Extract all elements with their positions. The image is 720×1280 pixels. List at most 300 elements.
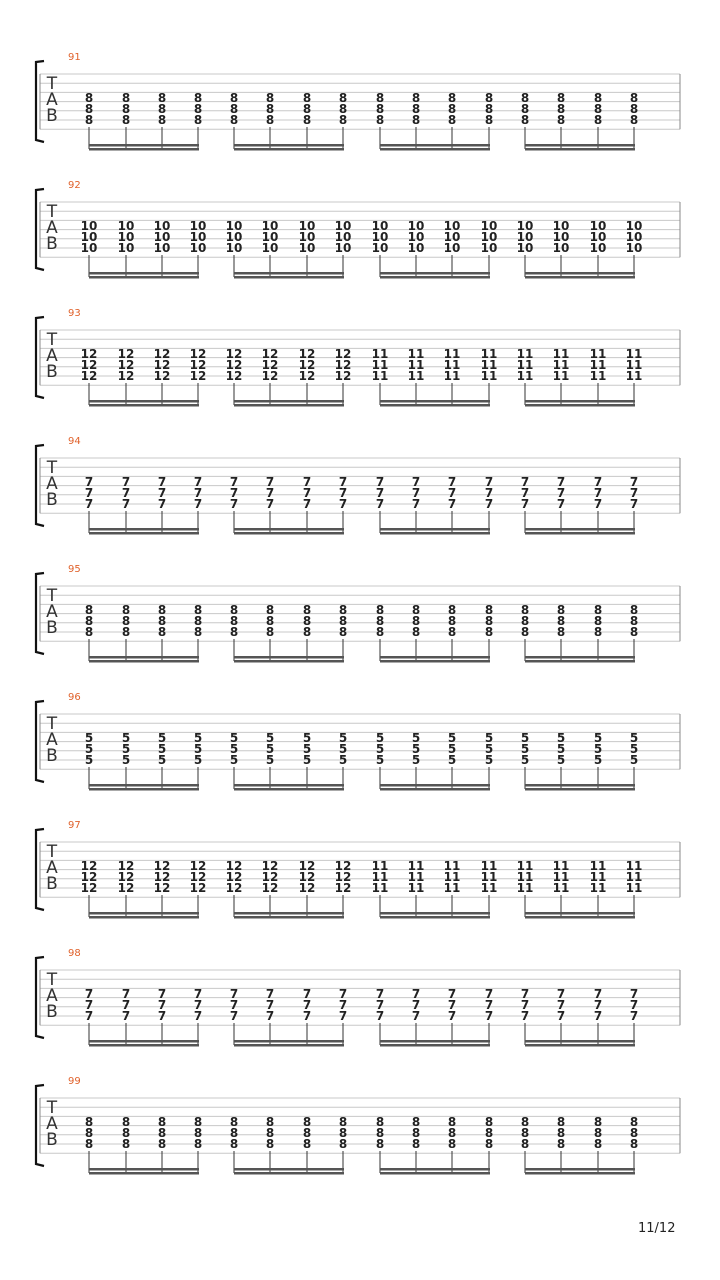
fret-number: 7 [338, 486, 348, 500]
fret-number: 8 [375, 603, 385, 617]
fret-number: 5 [84, 742, 94, 756]
fret-number: 8 [121, 625, 131, 639]
fret-number: 8 [229, 91, 239, 105]
fret-number: 10 [298, 241, 316, 255]
fret-number: 8 [338, 603, 348, 617]
fret-number: 5 [556, 742, 566, 756]
fret-number: 11 [589, 369, 607, 383]
fret-number: 10 [261, 230, 279, 244]
fret-number: 12 [80, 859, 98, 873]
beam [380, 784, 490, 787]
fret-number: 7 [447, 497, 457, 511]
beam [525, 1040, 635, 1043]
fret-number: 5 [556, 731, 566, 745]
fret-number: 7 [629, 486, 639, 500]
fret-number: 12 [80, 870, 98, 884]
fret-number: 12 [225, 358, 243, 372]
beam [234, 1040, 344, 1043]
fret-number: 7 [338, 987, 348, 1001]
tab-system [0, 564, 720, 664]
fret-number: 12 [117, 369, 135, 383]
fret-number: 8 [375, 102, 385, 116]
beam [380, 1172, 490, 1175]
fret-number: 7 [484, 998, 494, 1012]
fret-number: 10 [117, 230, 135, 244]
fret-number: 7 [265, 497, 275, 511]
fret-number: 8 [375, 1126, 385, 1140]
fret-number: 8 [302, 1115, 312, 1129]
fret-number: 7 [411, 987, 421, 1001]
fret-number: 5 [484, 753, 494, 767]
fret-number: 11 [407, 881, 425, 895]
fret-number: 5 [265, 742, 275, 756]
fret-number: 12 [261, 859, 279, 873]
fret-number: 7 [157, 998, 167, 1012]
fret-number: 7 [556, 1009, 566, 1023]
tab-clef-letter: T [46, 842, 58, 862]
fret-number: 8 [520, 1126, 530, 1140]
fret-number: 8 [157, 113, 167, 127]
beam [380, 404, 490, 407]
fret-number: 8 [375, 1137, 385, 1151]
fret-number: 12 [153, 881, 171, 895]
fret-number: 5 [375, 731, 385, 745]
fret-number: 12 [334, 369, 352, 383]
fret-number: 7 [593, 998, 603, 1012]
beam [380, 1044, 490, 1047]
fret-number: 10 [625, 241, 643, 255]
tab-staff [0, 820, 720, 920]
fret-number: 12 [80, 369, 98, 383]
fret-number: 8 [193, 625, 203, 639]
fret-number: 8 [520, 1115, 530, 1129]
fret-number: 8 [229, 1126, 239, 1140]
fret-number: 12 [189, 881, 207, 895]
beam [89, 788, 199, 791]
fret-number: 7 [338, 1009, 348, 1023]
fret-number: 8 [593, 113, 603, 127]
fret-number: 8 [411, 1126, 421, 1140]
fret-number: 12 [153, 859, 171, 873]
measure-number: 91 [68, 52, 81, 63]
fret-number: 8 [629, 102, 639, 116]
fret-number: 7 [265, 486, 275, 500]
fret-number: 11 [443, 870, 461, 884]
fret-number: 10 [516, 230, 534, 244]
fret-number: 12 [298, 358, 316, 372]
fret-number: 8 [375, 113, 385, 127]
fret-number: 12 [225, 347, 243, 361]
fret-number: 7 [556, 475, 566, 489]
fret-number: 8 [447, 113, 457, 127]
tab-system [0, 692, 720, 792]
beam [525, 528, 635, 531]
fret-number: 7 [375, 475, 385, 489]
beam [525, 916, 635, 919]
fret-number: 7 [193, 486, 203, 500]
beam [525, 144, 635, 147]
fret-number: 7 [411, 1009, 421, 1023]
beam [380, 276, 490, 279]
fret-number: 12 [153, 347, 171, 361]
fret-number: 12 [261, 369, 279, 383]
tab-clef-letter: B [46, 618, 58, 638]
fret-number: 7 [302, 475, 312, 489]
fret-number: 7 [447, 987, 457, 1001]
fret-number: 7 [121, 497, 131, 511]
fret-number: 7 [193, 497, 203, 511]
fret-number: 8 [411, 603, 421, 617]
fret-number: 11 [480, 369, 498, 383]
fret-number: 10 [298, 230, 316, 244]
tab-clef-letter: A [46, 730, 58, 750]
fret-number: 8 [338, 614, 348, 628]
fret-number: 11 [407, 347, 425, 361]
fret-number: 11 [480, 347, 498, 361]
fret-number: 8 [229, 625, 239, 639]
fret-number: 11 [443, 859, 461, 873]
fret-number: 5 [229, 742, 239, 756]
tab-clef-letter: T [46, 202, 58, 222]
fret-number: 8 [629, 1126, 639, 1140]
fret-number: 8 [593, 102, 603, 116]
fret-number: 8 [593, 91, 603, 105]
fret-number: 8 [484, 603, 494, 617]
fret-number: 5 [484, 742, 494, 756]
tab-clef-letter: A [46, 218, 58, 238]
tab-clef-letter: A [46, 1114, 58, 1134]
fret-number: 8 [121, 1137, 131, 1151]
fret-number: 8 [157, 91, 167, 105]
beam [89, 276, 199, 279]
tab-staff [0, 180, 720, 280]
tab-clef-letter: T [46, 714, 58, 734]
fret-number: 8 [121, 614, 131, 628]
fret-number: 10 [334, 230, 352, 244]
fret-number: 7 [593, 475, 603, 489]
beam [525, 1172, 635, 1175]
fret-number: 8 [520, 102, 530, 116]
fret-number: 8 [520, 113, 530, 127]
fret-number: 7 [302, 998, 312, 1012]
fret-number: 8 [229, 113, 239, 127]
fret-number: 7 [375, 1009, 385, 1023]
beam [234, 148, 344, 151]
fret-number: 7 [121, 987, 131, 1001]
tab-clef-letter: B [46, 362, 58, 382]
fret-number: 8 [229, 102, 239, 116]
fret-number: 11 [407, 870, 425, 884]
fret-number: 8 [411, 113, 421, 127]
fret-number: 8 [265, 1126, 275, 1140]
fret-number: 8 [302, 102, 312, 116]
fret-number: 5 [411, 753, 421, 767]
fret-number: 7 [411, 475, 421, 489]
fret-number: 5 [556, 753, 566, 767]
fret-number: 7 [484, 987, 494, 1001]
fret-number: 12 [117, 870, 135, 884]
fret-number: 12 [334, 347, 352, 361]
tab-clef-letter: B [46, 234, 58, 254]
tab-staff [0, 564, 720, 664]
tab-staff [0, 52, 720, 152]
fret-number: 10 [153, 219, 171, 233]
fret-number: 8 [411, 614, 421, 628]
fret-number: 10 [261, 219, 279, 233]
fret-number: 8 [484, 1126, 494, 1140]
fret-number: 5 [375, 742, 385, 756]
fret-number: 11 [552, 358, 570, 372]
beam [525, 400, 635, 403]
fret-number: 12 [298, 859, 316, 873]
fret-number: 10 [443, 230, 461, 244]
fret-number: 11 [407, 358, 425, 372]
fret-number: 11 [625, 859, 643, 873]
fret-number: 10 [225, 219, 243, 233]
fret-number: 5 [121, 731, 131, 745]
fret-number: 8 [157, 1137, 167, 1151]
fret-number: 7 [193, 1009, 203, 1023]
fret-number: 8 [593, 1126, 603, 1140]
fret-number: 7 [375, 998, 385, 1012]
page-number: 11/12 [638, 1221, 676, 1236]
fret-number: 5 [447, 731, 457, 745]
beam [234, 784, 344, 787]
fret-number: 8 [375, 625, 385, 639]
fret-number: 8 [338, 113, 348, 127]
fret-number: 11 [552, 859, 570, 873]
fret-number: 10 [480, 241, 498, 255]
fret-number: 11 [443, 358, 461, 372]
fret-number: 8 [556, 102, 566, 116]
fret-number: 7 [484, 486, 494, 500]
beam [525, 788, 635, 791]
fret-number: 5 [447, 753, 457, 767]
beam [380, 532, 490, 535]
fret-number: 11 [371, 859, 389, 873]
fret-number: 7 [375, 987, 385, 1001]
beam [380, 660, 490, 663]
fret-number: 11 [516, 369, 534, 383]
fret-number: 11 [516, 358, 534, 372]
fret-number: 5 [302, 753, 312, 767]
tab-system [0, 180, 720, 280]
beam [380, 148, 490, 151]
fret-number: 11 [552, 347, 570, 361]
fret-number: 11 [552, 881, 570, 895]
fret-number: 11 [516, 870, 534, 884]
fret-number: 7 [302, 1009, 312, 1023]
fret-number: 11 [480, 881, 498, 895]
fret-number: 11 [516, 881, 534, 895]
beam [380, 656, 490, 659]
fret-number: 5 [520, 731, 530, 745]
tab-staff [0, 308, 720, 408]
fret-number: 10 [261, 241, 279, 255]
fret-number: 8 [84, 113, 94, 127]
fret-number: 8 [265, 603, 275, 617]
fret-number: 8 [84, 1126, 94, 1140]
fret-number: 12 [261, 881, 279, 895]
fret-number: 12 [298, 347, 316, 361]
fret-number: 8 [375, 91, 385, 105]
fret-number: 10 [552, 230, 570, 244]
fret-number: 8 [265, 1137, 275, 1151]
fret-number: 7 [556, 987, 566, 1001]
fret-number: 7 [629, 987, 639, 1001]
fret-number: 8 [84, 1115, 94, 1129]
fret-number: 12 [189, 358, 207, 372]
fret-number: 5 [193, 753, 203, 767]
fret-number: 8 [375, 1115, 385, 1129]
fret-number: 10 [371, 219, 389, 233]
fret-number: 5 [302, 742, 312, 756]
fret-number: 8 [556, 91, 566, 105]
fret-number: 7 [411, 486, 421, 500]
beam [234, 1044, 344, 1047]
fret-number: 8 [629, 1137, 639, 1151]
tab-clef-letter: B [46, 746, 58, 766]
tab-clef-letter: T [46, 330, 58, 350]
beam [525, 1168, 635, 1171]
fret-number: 8 [338, 1115, 348, 1129]
beam [89, 916, 199, 919]
fret-number: 5 [84, 753, 94, 767]
fret-number: 10 [117, 241, 135, 255]
fret-number: 12 [298, 369, 316, 383]
fret-number: 5 [193, 742, 203, 756]
fret-number: 10 [189, 219, 207, 233]
fret-number: 10 [225, 230, 243, 244]
fret-number: 7 [338, 475, 348, 489]
fret-number: 7 [520, 486, 530, 500]
fret-number: 11 [480, 358, 498, 372]
fret-number: 8 [229, 1115, 239, 1129]
fret-number: 10 [189, 241, 207, 255]
fret-number: 8 [157, 1126, 167, 1140]
fret-number: 5 [520, 742, 530, 756]
fret-number: 7 [375, 497, 385, 511]
fret-number: 7 [593, 987, 603, 1001]
fret-number: 8 [193, 91, 203, 105]
fret-number: 8 [556, 1115, 566, 1129]
fret-number: 7 [484, 497, 494, 511]
fret-number: 8 [265, 91, 275, 105]
fret-number: 7 [520, 1009, 530, 1023]
fret-number: 10 [589, 230, 607, 244]
fret-number: 12 [117, 358, 135, 372]
fret-number: 5 [229, 753, 239, 767]
fret-number: 5 [338, 742, 348, 756]
fret-number: 5 [593, 742, 603, 756]
fret-number: 11 [371, 369, 389, 383]
fret-number: 10 [589, 241, 607, 255]
fret-number: 7 [411, 497, 421, 511]
fret-number: 8 [593, 1115, 603, 1129]
fret-number: 10 [443, 241, 461, 255]
fret-number: 12 [225, 881, 243, 895]
fret-number: 8 [84, 91, 94, 105]
fret-number: 8 [157, 1115, 167, 1129]
beam [525, 660, 635, 663]
tab-clef-letter: B [46, 490, 58, 510]
fret-number: 12 [261, 358, 279, 372]
fret-number: 10 [189, 230, 207, 244]
fret-number: 8 [84, 625, 94, 639]
fret-number: 12 [80, 881, 98, 895]
fret-number: 7 [629, 497, 639, 511]
beam [234, 1168, 344, 1171]
fret-number: 5 [193, 731, 203, 745]
fret-number: 8 [447, 625, 457, 639]
beam [525, 272, 635, 275]
tab-clef-letter: B [46, 874, 58, 894]
fret-number: 12 [298, 881, 316, 895]
tab-system [0, 308, 720, 408]
fret-number: 8 [338, 102, 348, 116]
fret-number: 10 [153, 241, 171, 255]
fret-number: 7 [229, 486, 239, 500]
beam [89, 656, 199, 659]
fret-number: 10 [552, 219, 570, 233]
fret-number: 8 [193, 614, 203, 628]
fret-number: 8 [193, 603, 203, 617]
fret-number: 7 [265, 1009, 275, 1023]
fret-number: 8 [593, 614, 603, 628]
fret-number: 10 [80, 219, 98, 233]
fret-number: 10 [516, 241, 534, 255]
fret-number: 7 [84, 475, 94, 489]
fret-number: 10 [407, 241, 425, 255]
fret-number: 8 [84, 603, 94, 617]
beam [525, 404, 635, 407]
fret-number: 10 [516, 219, 534, 233]
fret-number: 12 [334, 358, 352, 372]
fret-number: 8 [556, 614, 566, 628]
fret-number: 7 [520, 475, 530, 489]
fret-number: 12 [80, 347, 98, 361]
fret-number: 10 [117, 219, 135, 233]
beam [89, 1040, 199, 1043]
fret-number: 10 [334, 219, 352, 233]
fret-number: 8 [193, 1126, 203, 1140]
fret-number: 8 [484, 1115, 494, 1129]
fret-number: 10 [480, 219, 498, 233]
fret-number: 7 [157, 475, 167, 489]
beam [234, 1172, 344, 1175]
fret-number: 8 [556, 1126, 566, 1140]
fret-number: 10 [334, 241, 352, 255]
fret-number: 8 [593, 1137, 603, 1151]
fret-number: 11 [552, 369, 570, 383]
fret-number: 12 [225, 859, 243, 873]
fret-number: 12 [80, 358, 98, 372]
fret-number: 5 [265, 753, 275, 767]
fret-number: 8 [265, 113, 275, 127]
measure-number: 94 [68, 436, 81, 447]
fret-number: 8 [338, 1137, 348, 1151]
fret-number: 7 [447, 1009, 457, 1023]
fret-number: 8 [411, 102, 421, 116]
beam [380, 912, 490, 915]
fret-number: 8 [121, 113, 131, 127]
fret-number: 8 [629, 603, 639, 617]
fret-number: 5 [629, 742, 639, 756]
fret-number: 8 [629, 614, 639, 628]
fret-number: 8 [447, 91, 457, 105]
fret-number: 7 [484, 475, 494, 489]
fret-number: 7 [556, 486, 566, 500]
